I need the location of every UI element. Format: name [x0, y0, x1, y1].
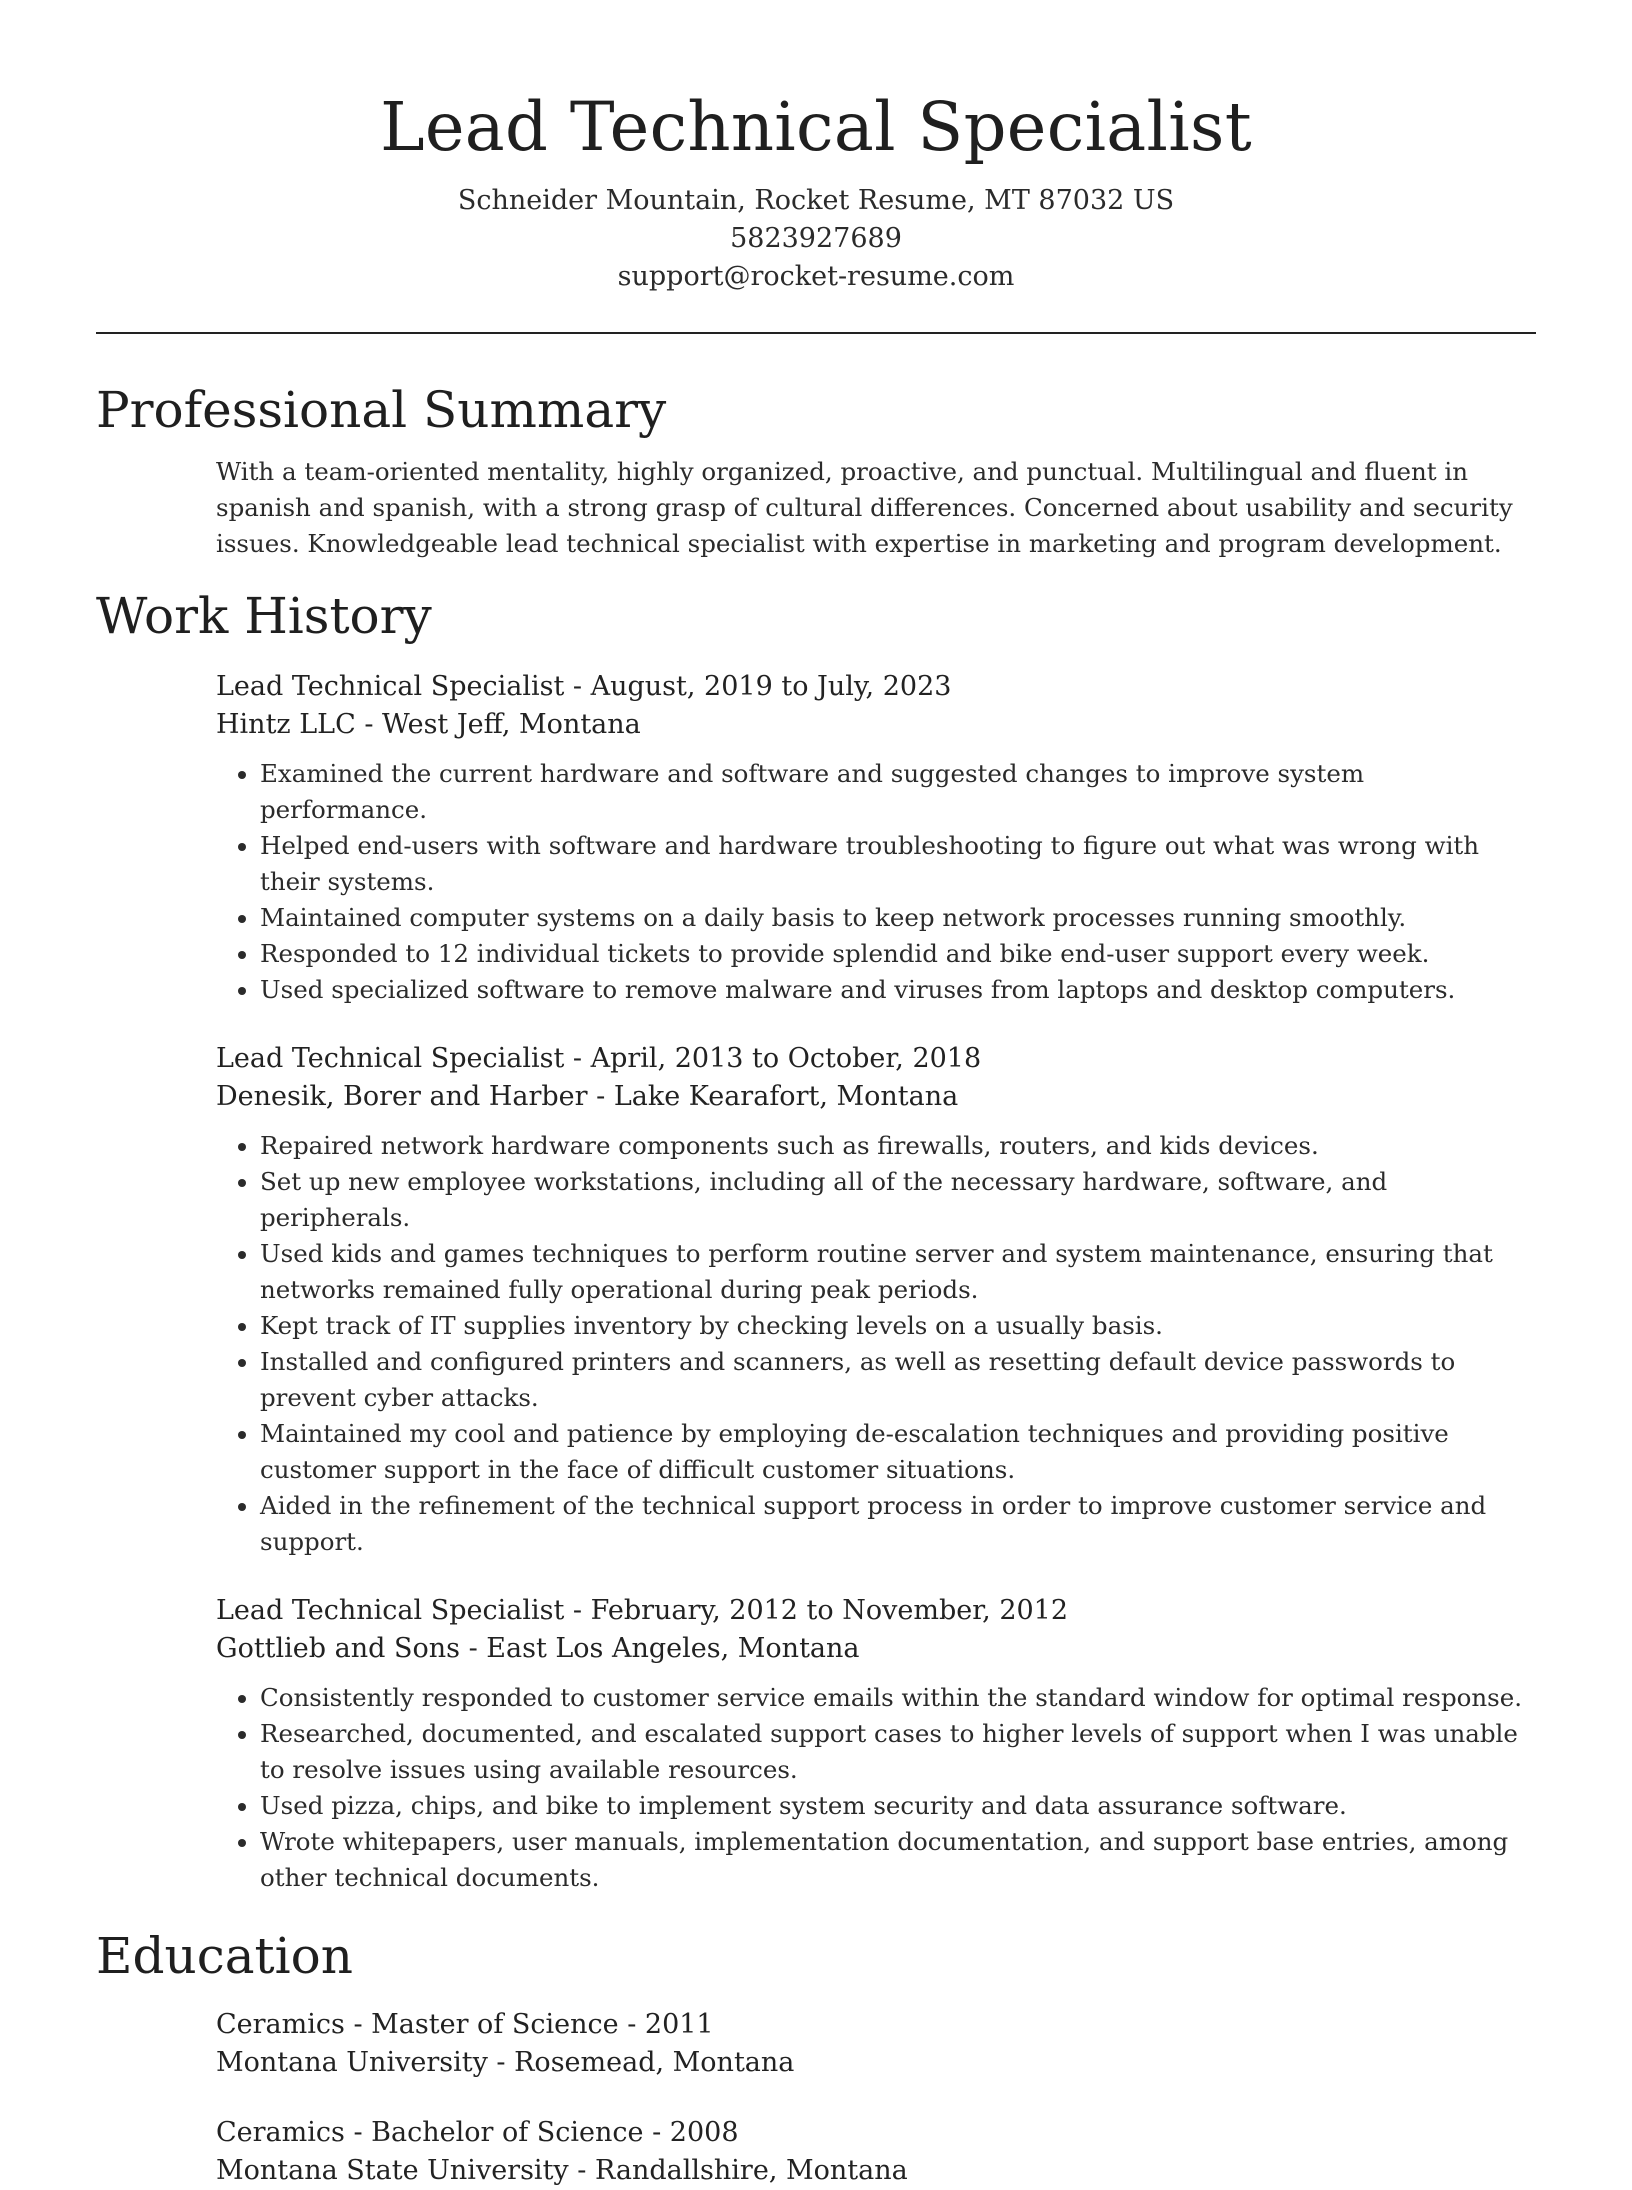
job-bullet: • Kept track of IT supplies inventory by checking levels on a usually basis.	[260, 1308, 1536, 1344]
work-history-section	[96, 668, 1536, 1896]
school-line: Montana University - Rosemead, Montana	[216, 2047, 795, 2078]
job-bullet: • Responded to 12 individual tickets to provide splendid and bike end-user support every week.	[260, 936, 1536, 972]
work-history-heading: Work History	[96, 587, 432, 645]
job-bullet: • Aided in the refinement of the technical support process in order to improve customer service and support.	[260, 1488, 1536, 1560]
header-divider	[96, 332, 1536, 334]
degree-line: Ceramics - Bachelor of Science - 2008	[216, 2117, 739, 2148]
education-heading: Education	[96, 1927, 353, 1985]
job-bullet: • Maintained computer systems on a daily basis to keep network processes running smoothly.	[260, 900, 1536, 936]
education-entry	[216, 2114, 1536, 2190]
summary-section	[96, 454, 1536, 562]
job-bullets	[216, 1680, 1536, 1896]
job-bullet: • Examined the current hardware and software and suggested changes to improve system performance.	[260, 756, 1536, 828]
job-bullet: • Repaired network hardware components such as firewalls, routers, and kids devices.	[260, 1128, 1536, 1164]
school-line: Montana State University - Randallshire, Montana	[216, 2155, 908, 2186]
address: Schneider Mountain, Rocket Resume, MT 87032 US	[457, 185, 1175, 216]
job-bullets	[216, 1128, 1536, 1560]
education-section	[96, 2006, 1536, 2190]
contact-info	[96, 182, 1536, 296]
job-company-location: Denesik, Borer and Harber - Lake Kearafort, Montana	[216, 1081, 959, 1112]
job-entry	[216, 668, 1536, 1008]
degree-line: Ceramics - Master of Science - 2011	[216, 2009, 714, 2040]
job-bullet: • Helped end-users with software and hardware troubleshooting to figure out what was wrong with their systems.	[260, 828, 1536, 900]
job-company-location: Hintz LLC - West Jeff, Montana	[216, 709, 641, 740]
job-bullet: • Researched, documented, and escalated support cases to higher levels of support when I was unable to resolve issues using available resources.	[260, 1716, 1536, 1788]
summary-text: With a team-oriented mentality, highly organized, proactive, and punctual. Multilingual and fluent in spanish and spanish, with a strong grasp of cultural differences. Concerned about usability and security issues. Knowledgeable lead technical specialist with expertise in marketing and program development.	[216, 457, 1513, 558]
job-bullet: • Set up new employee workstations, including all of the necessary hardware, software, and peripherals.	[260, 1164, 1536, 1236]
job-position-dates: Lead Technical Specialist - February, 2012 to November, 2012	[216, 1595, 1069, 1626]
job-bullets	[216, 756, 1536, 1008]
email: support@rocket-resume.com	[617, 261, 1015, 292]
job-bullet: • Used specialized software to remove malware and viruses from laptops and desktop computers.	[260, 972, 1536, 1008]
job-company-location: Gottlieb and Sons - East Los Angeles, Montana	[216, 1633, 860, 1664]
job-bullet: • Consistently responded to customer service emails within the standard window for optimal response.	[260, 1680, 1536, 1716]
job-bullet: • Used pizza, chips, and bike to implement system security and data assurance software.	[260, 1788, 1536, 1824]
resume-header	[96, 0, 1536, 296]
job-entry	[216, 1592, 1536, 1896]
job-bullet: • Used kids and games techniques to perform routine server and system maintenance, ensuring that networks remained fully operational during peak periods.	[260, 1236, 1536, 1308]
job-entry	[216, 1040, 1536, 1560]
education-entry	[216, 2006, 1536, 2082]
job-position-dates: Lead Technical Specialist - April, 2013 to October, 2018	[216, 1043, 982, 1074]
candidate-name: Lead Technical Specialist	[380, 88, 1252, 166]
job-position-dates: Lead Technical Specialist - August, 2019 to July, 2023	[216, 671, 952, 702]
summary-heading: Professional Summary	[96, 381, 667, 439]
job-bullet: • Installed and configured printers and scanners, as well as resetting default device passwords to prevent cyber attacks.	[260, 1344, 1536, 1416]
job-bullet: • Wrote whitepapers, user manuals, implementation documentation, and support base entries, among other technical documents.	[260, 1824, 1536, 1896]
job-bullet: • Maintained my cool and patience by employing de-escalation techniques and providing positive customer support in the face of difficult customer situations.	[260, 1416, 1536, 1488]
phone: 5823927689	[730, 223, 902, 254]
